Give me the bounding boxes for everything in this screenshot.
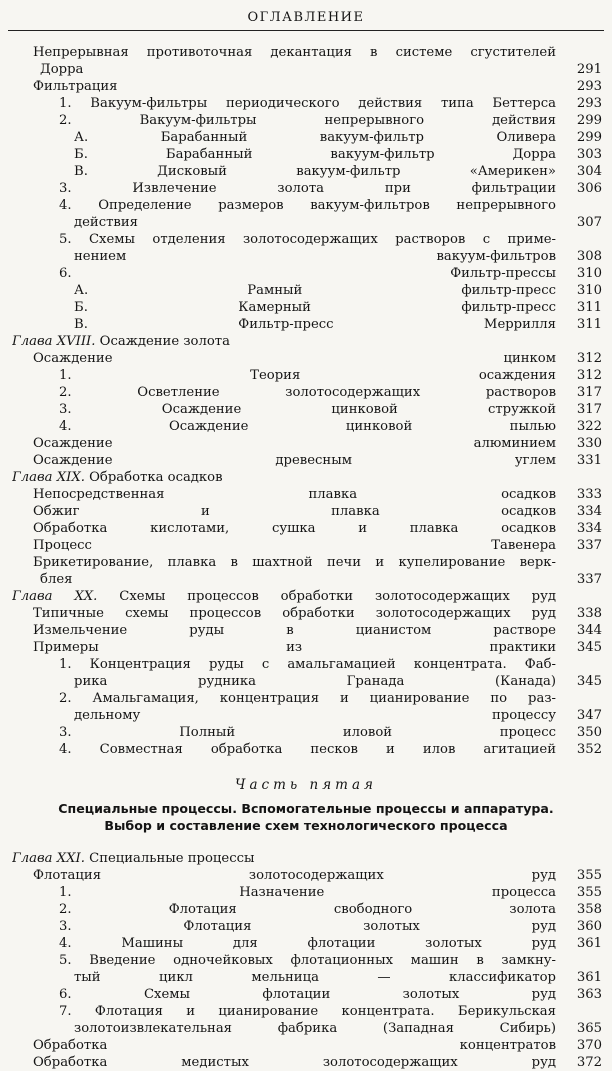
toc-page-number: 317 bbox=[576, 385, 602, 400]
toc-page-number: 330 bbox=[576, 436, 602, 451]
toc-entry-title: Обработка медистых золотосодержащих руд bbox=[33, 1055, 556, 1070]
toc-entry bbox=[0, 231, 612, 248]
toc-page-number: 358 bbox=[576, 902, 602, 917]
toc-entry bbox=[0, 418, 612, 435]
toc-page-number: 337 bbox=[576, 538, 602, 553]
toc-chapter-heading bbox=[0, 333, 612, 350]
toc-entry bbox=[0, 129, 612, 146]
toc-page-number: 312 bbox=[576, 368, 602, 383]
toc-chapter-heading bbox=[0, 850, 612, 867]
toc-entry bbox=[0, 214, 612, 231]
toc-entry-title: Фильтрация bbox=[33, 79, 118, 94]
toc-entry bbox=[0, 867, 612, 884]
toc-entry-title: 2. Вакуум-фильтры непрерывного действия bbox=[59, 113, 556, 128]
chapter-title: Схемы процессов обработки золотосодержащих руд bbox=[97, 589, 556, 604]
toc-entry-title: Флотация золотосодержащих руд bbox=[33, 868, 556, 883]
toc-entry-title: 5. Введение одночейковых флотационных машин в замкну- bbox=[59, 953, 556, 968]
toc-entry-title: Обработка концентратов bbox=[33, 1038, 556, 1053]
toc-page-number: 355 bbox=[576, 885, 602, 900]
toc-entry bbox=[0, 299, 612, 316]
toc-entry bbox=[0, 180, 612, 197]
toc-entry-title: Обжиг и плавка осадков bbox=[33, 504, 556, 519]
toc-entry bbox=[0, 316, 612, 333]
toc-entry-title: Осаждение древесным углем bbox=[33, 453, 556, 468]
toc-page-number: 306 bbox=[576, 181, 602, 196]
toc-entry-title: Процесс Тавенера bbox=[33, 538, 556, 553]
toc-entry bbox=[0, 969, 612, 986]
toc-entry-title: 2. Флотация свободного золота bbox=[59, 902, 556, 917]
toc-entry bbox=[0, 656, 612, 673]
toc-entry-title: 3. Полный иловой процесс bbox=[59, 725, 556, 740]
toc-entry bbox=[0, 44, 612, 61]
toc-entry bbox=[0, 901, 612, 918]
toc-entry bbox=[0, 197, 612, 214]
toc-page-number: 334 bbox=[576, 521, 602, 536]
toc-entry bbox=[0, 350, 612, 367]
toc-page-number: 355 bbox=[576, 868, 602, 883]
toc-page-number: 363 bbox=[576, 987, 602, 1002]
toc-entry bbox=[0, 935, 612, 952]
chapter-title: Специальные процессы bbox=[84, 851, 255, 866]
toc-chapter-heading bbox=[0, 469, 612, 486]
toc-entry-title: 6. Схемы флотации золотых руд bbox=[59, 987, 556, 1002]
toc-entry bbox=[0, 112, 612, 129]
toc-entry bbox=[0, 367, 612, 384]
toc-entry-title bbox=[12, 588, 556, 605]
toc-entry-title: действия bbox=[74, 215, 138, 230]
toc-entry-title: Непрерывная противоточная декантация в системе сгустителей bbox=[33, 45, 556, 60]
toc-entry bbox=[0, 520, 612, 537]
toc-entry bbox=[0, 61, 612, 78]
page-header: ОГЛАВЛЕНИЕ bbox=[247, 10, 365, 25]
toc-entry-title: Типичные схемы процессов обработки золотосодержащих руд bbox=[33, 606, 556, 621]
toc-entry bbox=[0, 690, 612, 707]
chapter-label: Глава XXI. bbox=[12, 851, 85, 866]
toc-page-number: 345 bbox=[576, 640, 602, 655]
toc-entry-title: А. Барабанный вакуум-фильтр Оливера bbox=[74, 130, 556, 145]
toc-entry bbox=[0, 486, 612, 503]
toc-entry bbox=[0, 673, 612, 690]
toc-entry-title: А. Рамный фильтр-пресс bbox=[74, 283, 556, 298]
toc-entry-title: 4. Совместная обработка песков и илов агитацией bbox=[59, 742, 556, 757]
toc-entry-title bbox=[12, 333, 412, 350]
toc-entry-title: 2. Осветление золотосодержащих растворов bbox=[59, 385, 556, 400]
toc-entry-title: Дорра bbox=[40, 62, 84, 77]
toc-page-number: 311 bbox=[576, 317, 602, 332]
toc-entry bbox=[0, 282, 612, 299]
toc-entry bbox=[0, 248, 612, 265]
toc-entry-title: блея bbox=[40, 572, 73, 587]
part-subtitle bbox=[0, 800, 612, 850]
toc-page-number: 310 bbox=[576, 266, 602, 281]
toc-entry-title: нением вакуум-фильтров bbox=[74, 249, 556, 264]
toc-page-number: 293 bbox=[576, 79, 602, 94]
toc-page-number: 299 bbox=[576, 130, 602, 145]
toc-entry-title: 7. Флотация и цианирование концентрата. Берикульская bbox=[59, 1004, 556, 1019]
toc-entry bbox=[0, 435, 612, 452]
toc-entry-title: золотоизвлекательная фабрика (Западная Сибирь) bbox=[74, 1021, 556, 1036]
toc-entry-title: В. Фильтр-пресс Меррилля bbox=[74, 317, 556, 332]
chapter-title: Обработка осадков bbox=[84, 470, 223, 485]
header-rule bbox=[8, 30, 604, 31]
toc-entry bbox=[0, 163, 612, 180]
toc-page-number: 360 bbox=[576, 919, 602, 934]
toc-page-number: 333 bbox=[576, 487, 602, 502]
toc-entry bbox=[0, 707, 612, 724]
toc-entry bbox=[0, 503, 612, 520]
chapter-label: Глава XX. bbox=[12, 589, 98, 604]
toc-page-number: 291 bbox=[576, 62, 602, 77]
toc-entry bbox=[0, 884, 612, 901]
toc-entry bbox=[0, 741, 612, 758]
toc-page-number: 365 bbox=[576, 1021, 602, 1036]
toc-page-number: 361 bbox=[576, 970, 602, 985]
toc-entry bbox=[0, 952, 612, 969]
toc-entry-title: 1. Теория осаждения bbox=[59, 368, 556, 383]
chapter-label: Глава XVIII. bbox=[12, 334, 96, 349]
toc-entry-title: Брикетирование, плавка в шахтной печи и купелирование верк- bbox=[33, 555, 556, 570]
toc-page-number: 293 bbox=[576, 96, 602, 111]
toc-page-number: 312 bbox=[576, 351, 602, 366]
part-subtitle-line1: Специальные процессы. Вспомогательные процессы и аппаратура. bbox=[58, 801, 554, 816]
toc-page-number: 334 bbox=[576, 504, 602, 519]
toc-entry-title: рика рудника Гранада (Канада) bbox=[74, 674, 556, 689]
toc-entry-title: Осаждение цинком bbox=[33, 351, 556, 366]
toc-entry-title: 6. Фильтр-прессы bbox=[59, 266, 556, 281]
toc-page-number: 344 bbox=[576, 623, 602, 638]
toc-section-top bbox=[0, 44, 612, 758]
toc-entry bbox=[0, 605, 612, 622]
toc-entry bbox=[0, 537, 612, 554]
toc-entry-title: 3. Осаждение цинковой стружкой bbox=[59, 402, 556, 417]
toc-entry-title: Осаждение алюминием bbox=[33, 436, 556, 451]
toc-entry bbox=[0, 78, 612, 95]
toc-entry-title: 2. Амальгамация, концентрация и цианирование по раз- bbox=[59, 691, 556, 706]
toc-page-number: 350 bbox=[576, 725, 602, 740]
toc-entry bbox=[0, 1020, 612, 1037]
toc-page-number: 310 bbox=[576, 283, 602, 298]
toc-entry bbox=[0, 571, 612, 588]
toc-page-number: 338 bbox=[576, 606, 602, 621]
toc-page-number: 317 bbox=[576, 402, 602, 417]
toc-entry-title: 3. Флотация золотых руд bbox=[59, 919, 556, 934]
chapter-title: Осаждение золота bbox=[95, 334, 230, 349]
toc-entry-title: Б. Камерный фильтр-пресс bbox=[74, 300, 556, 315]
toc-entry-title: 4. Определение размеров вакуум-фильтров непрерывного bbox=[59, 198, 556, 213]
toc-page-number: 308 bbox=[576, 249, 602, 264]
toc-entry-title: Б. Барабанный вакуум-фильтр Дорра bbox=[74, 147, 556, 162]
toc-entry-title bbox=[12, 469, 412, 486]
toc-entry-title: Непосредственная плавка осадков bbox=[33, 487, 556, 502]
toc-entry bbox=[0, 986, 612, 1003]
chapter-label: Глава XIX. bbox=[12, 470, 85, 485]
toc-entry bbox=[0, 724, 612, 741]
toc-entry bbox=[0, 554, 612, 571]
table-of-contents bbox=[0, 44, 612, 1071]
toc-entry-title: Примеры из практики bbox=[33, 640, 556, 655]
toc-entry-title: 1. Концентрация руды с амальгамацией концентрата. Фаб- bbox=[59, 657, 556, 672]
toc-page-number: 372 bbox=[576, 1055, 602, 1070]
toc-page-number: 322 bbox=[576, 419, 602, 434]
toc-section-bottom bbox=[0, 850, 612, 1071]
toc-page-number: 347 bbox=[576, 708, 602, 723]
toc-entry-title: 1. Назначение процесса bbox=[59, 885, 556, 900]
toc-entry-title: тый цикл мельница — классификатор bbox=[74, 970, 556, 985]
toc-page-number: 345 bbox=[576, 674, 602, 689]
toc-entry-title bbox=[12, 850, 312, 867]
toc-entry bbox=[0, 1037, 612, 1054]
toc-entry bbox=[0, 146, 612, 163]
part-subtitle-line2: Выбор и составление схем технологического процесса bbox=[104, 818, 508, 833]
toc-entry-title: дельному процессу bbox=[74, 708, 556, 723]
toc-entry-title: Измельчение руды в цианистом растворе bbox=[33, 623, 556, 638]
toc-entry-title: 1. Вакуум-фильтры периодического действия типа Беттерса bbox=[59, 96, 556, 111]
toc-entry bbox=[0, 622, 612, 639]
toc-page-number: 311 bbox=[576, 300, 602, 315]
toc-entry bbox=[0, 918, 612, 935]
toc-page-number: 352 bbox=[576, 742, 602, 757]
part-title: Часть пятая bbox=[235, 777, 377, 793]
toc-page-number: 361 bbox=[576, 936, 602, 951]
toc-entry bbox=[0, 95, 612, 112]
toc-page-number: 304 bbox=[576, 164, 602, 179]
toc-entry-title: 4. Машины для флотации золотых руд bbox=[59, 936, 556, 951]
toc-entry bbox=[0, 384, 612, 401]
toc-entry bbox=[0, 639, 612, 656]
toc-entry bbox=[0, 265, 612, 282]
toc-entry bbox=[0, 401, 612, 418]
toc-entry bbox=[0, 1054, 612, 1071]
toc-page-number: 337 bbox=[576, 572, 602, 587]
toc-page-number: 370 bbox=[576, 1038, 602, 1053]
toc-page-number: 307 bbox=[576, 215, 602, 230]
toc-page-number: 299 bbox=[576, 113, 602, 128]
toc-entry-title: Обработка кислотами, сушка и плавка осадков bbox=[33, 521, 556, 536]
toc-entry-title: В. Дисковый вакуум-фильтр «Америкен» bbox=[74, 164, 556, 179]
toc-entry bbox=[0, 1003, 612, 1020]
toc-entry-title: 4. Осаждение цинковой пылью bbox=[59, 419, 556, 434]
toc-page-number: 331 bbox=[576, 453, 602, 468]
toc-entry-title: 5. Схемы отделения золотосодержащих растворов с приме- bbox=[59, 232, 556, 247]
toc-entry-title: 3. Извлечение золота при фильтрации bbox=[59, 181, 556, 196]
toc-entry bbox=[0, 452, 612, 469]
toc-chapter-heading bbox=[0, 588, 612, 605]
toc-page-number: 303 bbox=[576, 147, 602, 162]
